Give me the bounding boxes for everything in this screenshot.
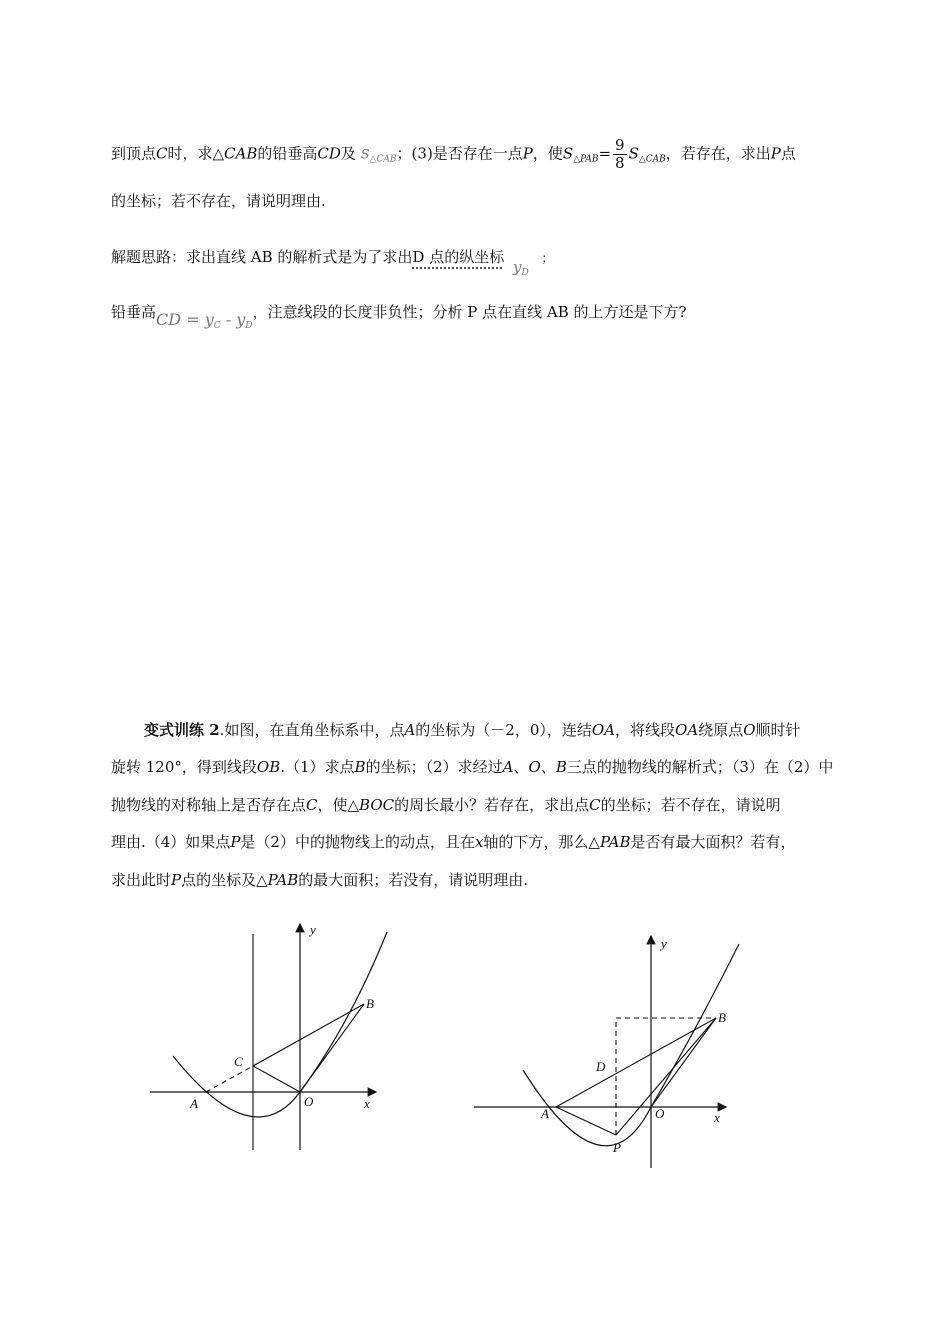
dashed-ac xyxy=(206,1066,253,1092)
var: A xyxy=(404,721,416,739)
figure-1 xyxy=(140,918,400,1163)
y-d xyxy=(513,258,529,276)
label-x: x xyxy=(714,1110,720,1125)
text: 是否有最大面积？若有， xyxy=(630,833,796,851)
parabola xyxy=(523,944,739,1146)
label-p: P xyxy=(613,1140,621,1155)
minus: - xyxy=(225,310,232,329)
var: B xyxy=(555,758,567,776)
text: ；(3)是否存在一点 xyxy=(396,144,523,163)
var: P xyxy=(171,871,182,889)
text: 求出此时 xyxy=(111,871,172,889)
text: 顺时针 xyxy=(755,721,801,739)
text: 轴的下方，那么△ xyxy=(483,833,600,851)
var: B xyxy=(354,758,366,776)
problem2-line4 xyxy=(111,832,796,852)
label-x: x xyxy=(364,1096,370,1111)
text: 旋转 120°，得到线段 xyxy=(111,758,257,776)
text: 是（2）中的抛物线上的动点，且在 xyxy=(240,833,475,851)
label-o: O xyxy=(304,1094,314,1109)
hint-prefix: 铅垂高 xyxy=(111,303,157,321)
equals: = xyxy=(598,144,612,163)
segment-ab xyxy=(253,1004,364,1066)
cd-symbol: CD xyxy=(156,310,182,329)
figure-2 xyxy=(468,930,758,1175)
text: 、 xyxy=(540,758,556,776)
problem2-line3 xyxy=(111,795,781,815)
segment-oc xyxy=(253,1066,300,1092)
var: OA xyxy=(675,721,699,739)
text: .如图，在直角坐标系中，点 xyxy=(219,721,405,739)
var: OA xyxy=(591,721,616,739)
text: 时，求△ xyxy=(167,144,225,163)
area-symbol: S xyxy=(628,144,639,163)
var-c: C xyxy=(156,144,168,163)
area-subscript: △PAB xyxy=(573,154,599,165)
semicolon: ； xyxy=(541,251,554,265)
var: P xyxy=(230,833,241,851)
var: O xyxy=(528,758,541,776)
area-subscript: △CAB xyxy=(369,154,397,165)
hint-rest: ，注意线段的长度非负性；分析 P 点在直线 AB 的上方还是下方? xyxy=(252,303,687,321)
y-symbol: y xyxy=(236,310,246,329)
text: 的最大面积；若没有，请说明理由. xyxy=(298,871,529,889)
denominator: 8 xyxy=(615,154,625,172)
var: OB xyxy=(256,758,281,776)
var: x xyxy=(474,833,484,851)
label-b: B xyxy=(366,996,374,1011)
y-subscript: D xyxy=(245,321,253,331)
text: 到顶点 xyxy=(111,144,157,163)
y-symbol: y xyxy=(204,310,214,329)
fraction-nine-eighths xyxy=(613,137,627,172)
label-a: A xyxy=(541,1106,549,1121)
y-subscript: C xyxy=(213,321,221,331)
cd-formula xyxy=(156,310,252,329)
text: 的坐标为（－2，0），连结 xyxy=(415,721,592,739)
area-symbol: S xyxy=(360,147,370,163)
segment-pb xyxy=(616,1018,716,1135)
area-symbol: S xyxy=(562,144,574,163)
label-c: C xyxy=(234,1054,243,1069)
text: 点 xyxy=(780,144,796,163)
label-b: B xyxy=(718,1010,726,1025)
var: PAB xyxy=(599,833,631,851)
problem1-line1 xyxy=(111,137,796,172)
var-cab: CAB xyxy=(224,144,258,163)
equals: = xyxy=(186,310,200,329)
text: .（1）求点 xyxy=(280,758,355,776)
problem2-line1 xyxy=(144,720,801,740)
problem2-line5 xyxy=(111,870,528,890)
area-subscript: △CAB xyxy=(638,154,666,165)
text: 三点的抛物线的解析式；（3）在（2）中 xyxy=(566,758,834,776)
text: ，使△ xyxy=(317,796,360,814)
var: C xyxy=(306,796,318,814)
segment-cb-chord xyxy=(300,1004,364,1092)
parabola xyxy=(173,932,387,1117)
text: 抛物线的对称轴上是否存在点 xyxy=(111,796,307,814)
text: 点的坐标及△ xyxy=(181,871,268,889)
text: ，将线段 xyxy=(615,721,676,739)
text: 的铅垂高 xyxy=(257,144,318,163)
label-d: D xyxy=(596,1059,606,1074)
text: ，使 xyxy=(532,144,563,163)
var: O xyxy=(743,721,756,739)
text: ，若存在，求出 xyxy=(665,144,771,163)
numerator: 9 xyxy=(615,136,625,154)
problem1-line2: 的坐标；若不存在，请说明理由. xyxy=(111,192,326,210)
var: A xyxy=(502,758,514,776)
var-p: P xyxy=(522,144,533,163)
text: 的坐标；若不存在，请说明 xyxy=(600,796,781,814)
text: 的坐标；（2）求经过 xyxy=(365,758,503,776)
text: 理由.（4）如果点 xyxy=(111,833,231,851)
y-symbol: y xyxy=(512,258,522,276)
hint-line1 xyxy=(111,247,554,278)
label-o: O xyxy=(655,1106,665,1121)
text: 及 xyxy=(340,144,356,163)
segment-ap xyxy=(556,1107,616,1135)
var: PAB xyxy=(267,871,299,889)
text: 的周长最小？若存在，求出点 xyxy=(394,796,590,814)
hint-prefix: 解题思路：求出直线 AB 的解析式是为了求出 xyxy=(111,248,413,266)
text: 、 xyxy=(513,758,529,776)
var-cd: CD xyxy=(317,144,341,163)
hint-line2 xyxy=(111,302,687,331)
y-subscript: D xyxy=(521,268,529,278)
hint-dotted-text: D 点的纵坐标 xyxy=(412,248,505,266)
label-y: y xyxy=(661,936,667,951)
var-p: P xyxy=(770,144,781,163)
segment-ob xyxy=(651,1018,716,1107)
text: 绕原点 xyxy=(698,721,744,739)
var: C xyxy=(589,796,601,814)
label-a: A xyxy=(190,1096,198,1111)
segment-ab xyxy=(556,1018,716,1107)
problem-title: 变式训练 2 xyxy=(144,721,220,739)
var: BOC xyxy=(359,796,395,814)
problem2-line2 xyxy=(111,757,833,777)
label-y: y xyxy=(310,922,316,937)
